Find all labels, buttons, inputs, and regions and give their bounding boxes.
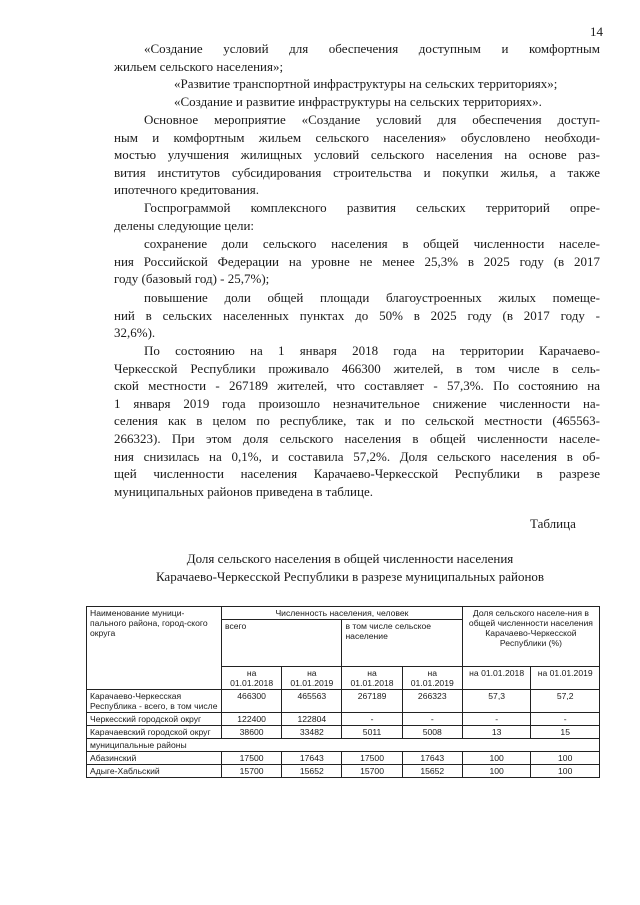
paragraph-line: 266323). При этом доля сельского населения в общей численности населе- — [114, 430, 600, 446]
row-value: - — [531, 713, 600, 726]
paragraph-line: сохранение доли сельского населения в общей численности населе- — [144, 236, 600, 251]
table-title-line: Доля сельского населения в общей численности населения — [186, 551, 514, 566]
row-value: 17500 — [222, 752, 282, 765]
paragraph-line: вития институтов субсидирования строительства и покупки жилья, а также — [114, 164, 600, 180]
paragraph-line: повышение доли общей площади благоустроенных жилых помеще- — [144, 290, 600, 305]
row-value: - — [402, 713, 462, 726]
table-row — [87, 765, 600, 778]
header-date: на 01.01.2018 — [462, 667, 531, 690]
paragraph — [114, 111, 600, 199]
row-value: 5008 — [402, 726, 462, 739]
header-date: на 01.01.2019 — [282, 667, 342, 690]
paragraph-line: Основное мероприятие «Создание условий для обеспечения доступ- — [144, 112, 600, 127]
paragraph — [114, 40, 600, 75]
paragraph-line: жильем сельского населения»; — [114, 58, 284, 74]
row-value: 15700 — [222, 765, 282, 778]
page-number: 14 — [590, 24, 603, 39]
paragraph — [114, 342, 600, 500]
row-value: 100 — [531, 752, 600, 765]
header-date: на 01.01.2019 — [531, 667, 600, 690]
row-value: 15652 — [402, 765, 462, 778]
row-name: Карачаево-Черкесская Республика - всего, в том числе — [87, 690, 222, 713]
row-value: 100 — [531, 765, 600, 778]
row-value: 465563 — [282, 690, 342, 713]
header-name: Наименование муници-пального района, город-ского округа — [87, 607, 222, 690]
row-value: 17643 — [402, 752, 462, 765]
paragraph-line: 1 января 2019 года произошло незначительное снижение численности на- — [114, 395, 600, 411]
row-value: 15700 — [342, 765, 402, 778]
row-value: 57,2 — [531, 690, 600, 713]
table-row — [87, 726, 600, 739]
table-row — [87, 752, 600, 765]
paragraph-line: ний в сельских населенных пунктах до 50% в 2025 году (в 2017 году - — [114, 307, 600, 323]
row-value: 466300 — [222, 690, 282, 713]
paragraph — [114, 199, 600, 234]
header-share: Доля сельского населе-ния в общей численности населения Карачаево-Черкесской Республики (%) — [462, 607, 599, 667]
population-table — [86, 606, 600, 778]
row-value: 267189 — [342, 690, 402, 713]
row-value: 100 — [462, 765, 531, 778]
row-value: - — [342, 713, 402, 726]
row-value: 17643 — [282, 752, 342, 765]
paragraph-line: ным и комфортным жильем сельского населения» обусловлено необходи- — [114, 129, 600, 145]
table-row — [87, 690, 600, 713]
table-title — [100, 550, 600, 586]
paragraph-line: щей численности населения Карачаево-Черкесской Республики в разрезе — [114, 466, 600, 482]
table-row — [87, 713, 600, 726]
row-value: 57,3 — [462, 690, 531, 713]
paragraph — [114, 93, 600, 111]
row-name: Адыге-Хабльский — [87, 765, 222, 778]
row-value: - — [462, 713, 531, 726]
header-date: на 01.01.2019 — [402, 667, 462, 690]
row-value: 5011 — [342, 726, 402, 739]
paragraph-line: 32,6%). — [114, 325, 156, 341]
paragraph-line: По состоянию на 1 января 2018 года на территории Карачаево- — [144, 343, 600, 358]
table-title-line: Карачаево-Черкесской Республики в разрезе муниципальных районов — [155, 569, 545, 584]
table-label: Таблица — [530, 516, 576, 531]
paragraph-line: мостью улучшения жилищных условий сельского населения на основе раз- — [114, 147, 600, 163]
header-rural: в том числе сельское население — [342, 620, 462, 667]
header-date: на 01.01.2018 — [342, 667, 402, 690]
header-population: Численность населения, человек — [222, 607, 463, 620]
row-value: 15 — [531, 726, 600, 739]
paragraph-line: ипотечного кредитования. — [114, 182, 259, 198]
paragraph — [114, 235, 600, 288]
row-value: 122804 — [282, 713, 342, 726]
row-value: 13 — [462, 726, 531, 739]
paragraph-line: селения как в целом по республике, так и по сельской местности (465563- — [114, 413, 600, 429]
paragraph-line: году (базовый год) - 25,7%); — [114, 271, 270, 287]
paragraph-line: ния снизилась на 0,1%, и составила 57,2%. Доля сельского населения в об- — [114, 448, 600, 464]
header-date: на 01.01.2018 — [222, 667, 282, 690]
row-value: 17500 — [342, 752, 402, 765]
section-row: муниципальные районы — [87, 739, 600, 752]
row-value: 266323 — [402, 690, 462, 713]
paragraph-line: Черкесской Республики проживало 466300 жителей, в том числе в сель- — [114, 360, 600, 376]
paragraph — [114, 289, 600, 342]
row-value: 38600 — [222, 726, 282, 739]
paragraph-line: Госпрограммой комплексного развития сельских территорий опре- — [144, 200, 600, 215]
paragraph-line: ния Российской Федерации на уровне не менее 25,3% в 2025 году (в 2017 — [114, 253, 600, 269]
row-value: 33482 — [282, 726, 342, 739]
row-name: Черкесский городской округ — [87, 713, 222, 726]
paragraph-line: муниципальных районов приведена в таблице. — [114, 483, 373, 499]
row-value: 100 — [462, 752, 531, 765]
paragraph-line: «Создание условий для обеспечения доступным и комфортным — [144, 41, 600, 56]
header-total: всего — [222, 620, 342, 667]
row-value: 15652 — [282, 765, 342, 778]
paragraph-line: ской местности - 267189 жителей, что составляет - 57,3%. По состоянию на — [114, 378, 600, 394]
paragraph-line: «Создание и развитие инфраструктуры на сельских территориях». — [174, 94, 542, 109]
paragraph-line: «Развитие транспортной инфраструктуры на сельских территориях»; — [174, 76, 558, 91]
row-name: Карачаевский городской округ — [87, 726, 222, 739]
row-name: Абазинский — [87, 752, 222, 765]
paragraph-line: делены следующие цели: — [114, 217, 255, 233]
row-value: 122400 — [222, 713, 282, 726]
paragraph — [114, 75, 600, 93]
